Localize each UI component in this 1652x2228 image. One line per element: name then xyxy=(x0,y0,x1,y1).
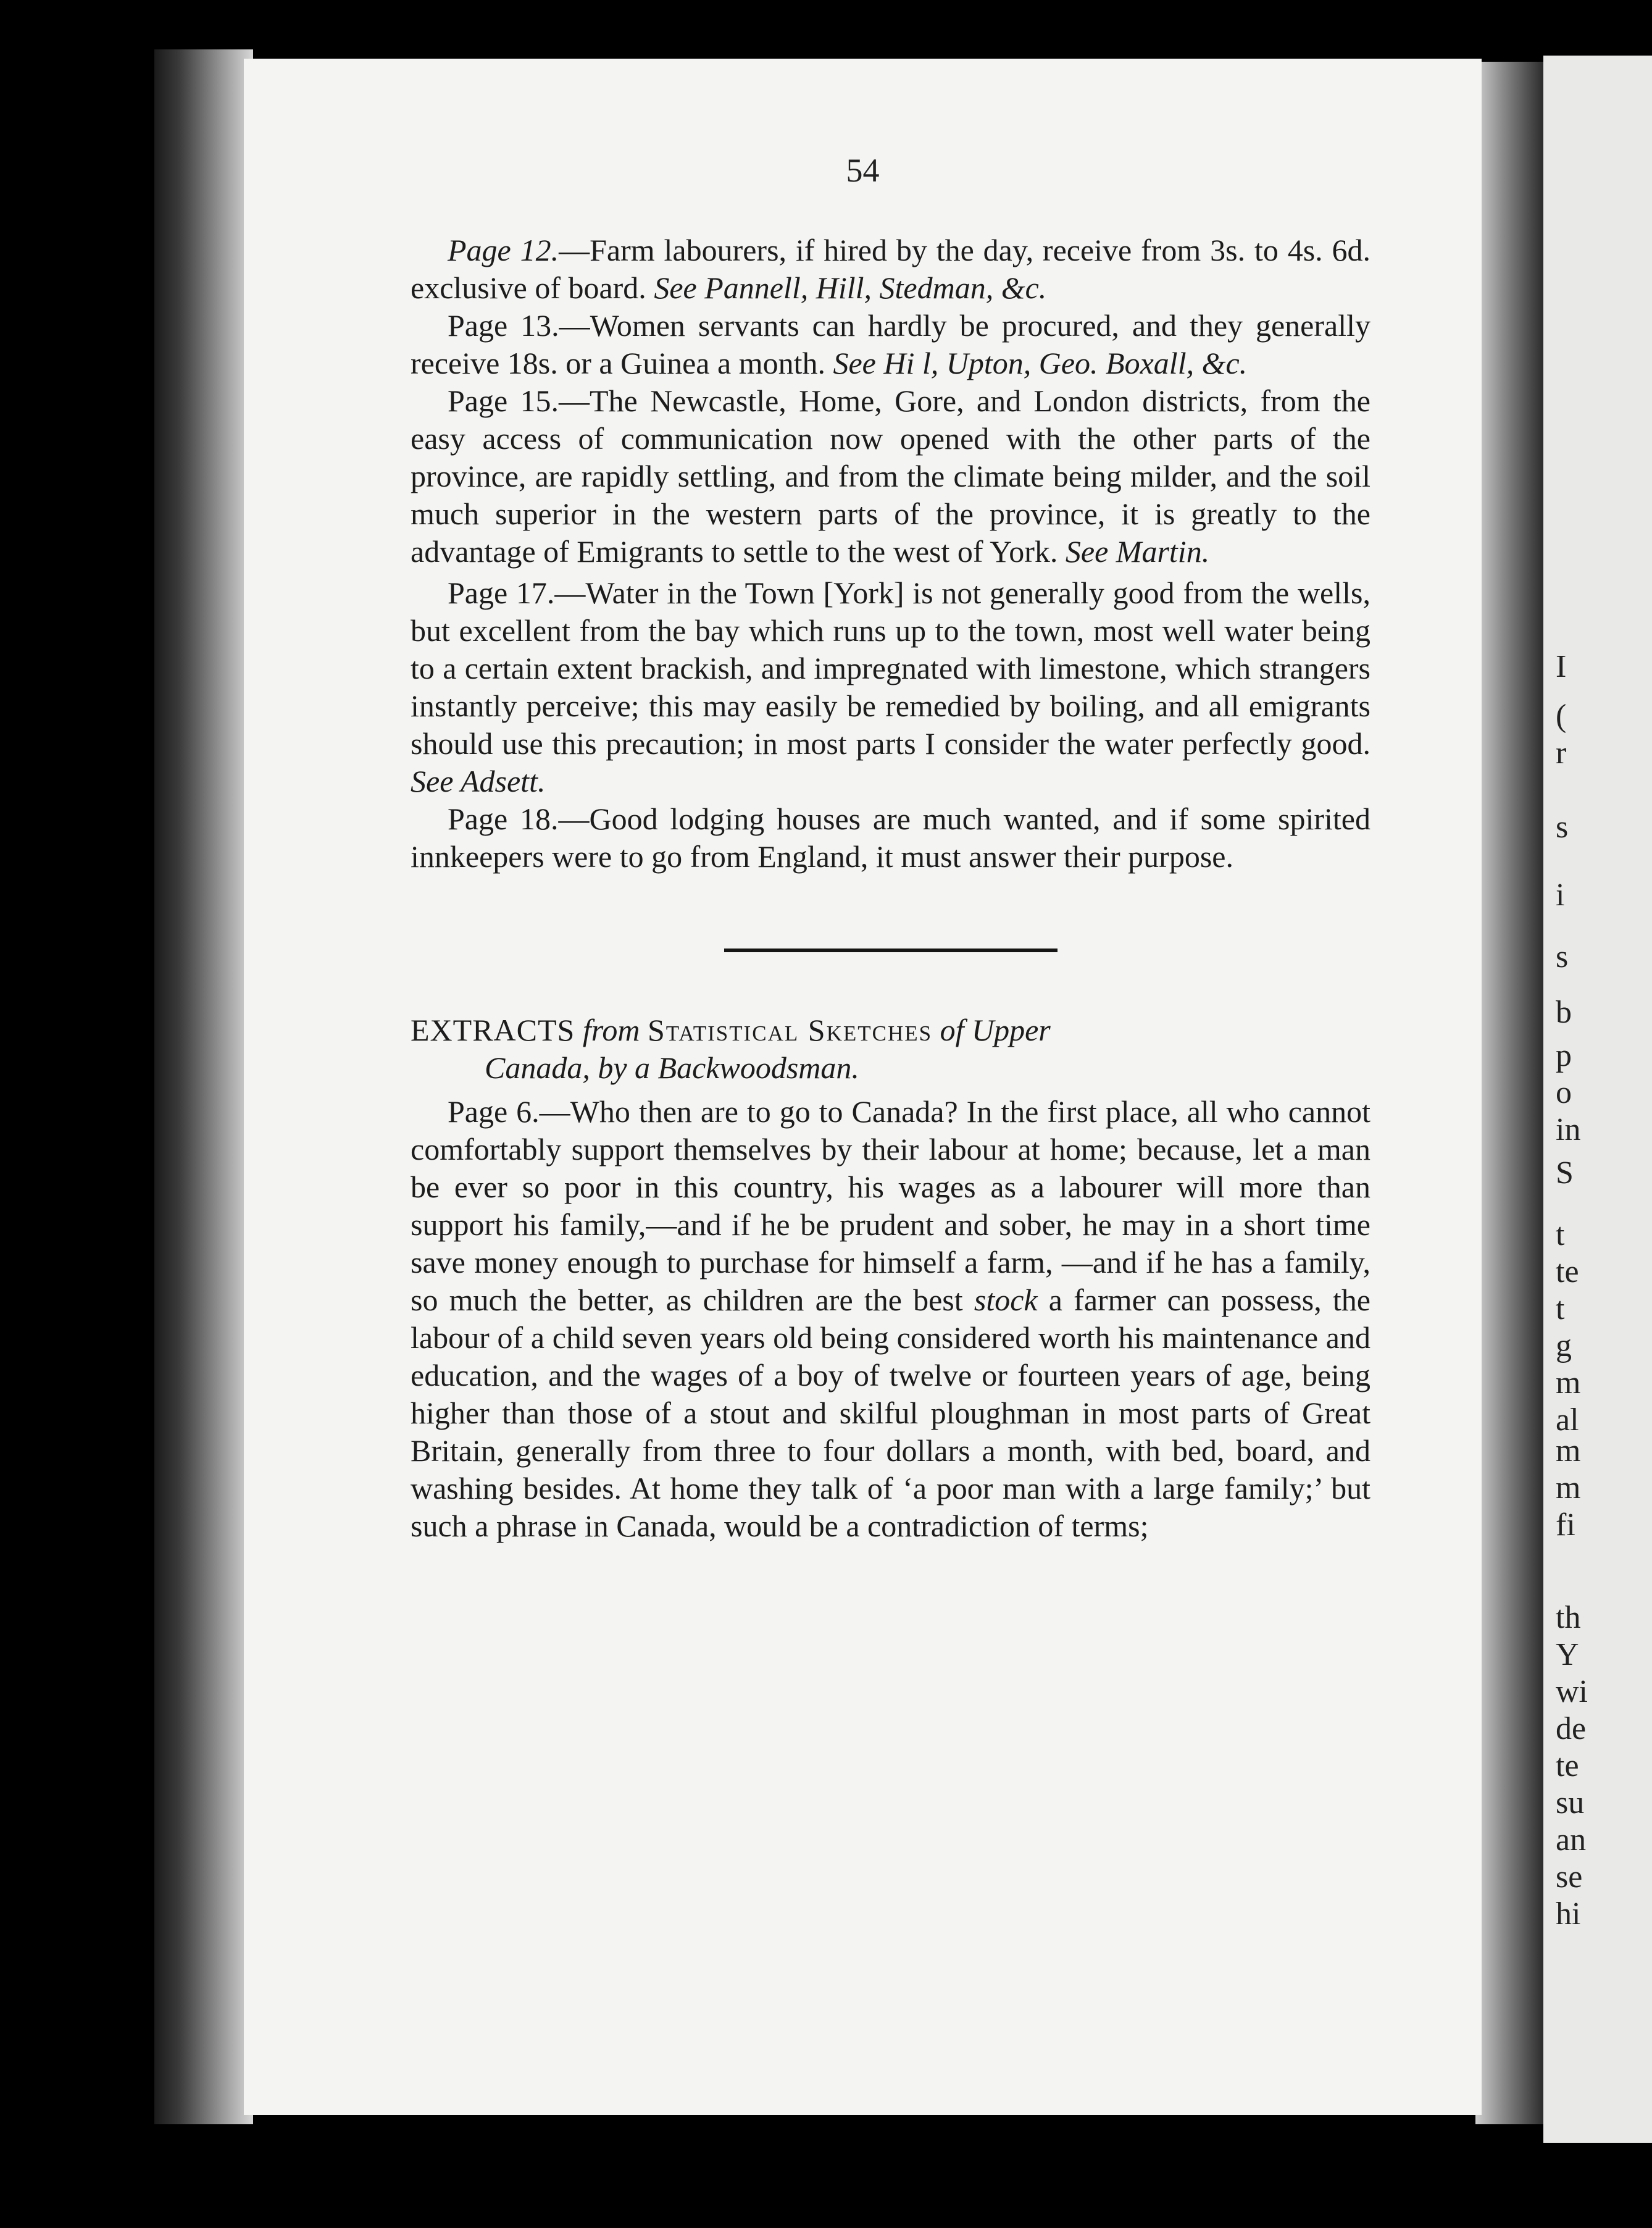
adjacent-page-letter: an xyxy=(1556,1822,1587,1857)
adjacent-page-letter: p xyxy=(1556,1038,1572,1073)
paragraph-text: —Women servants can hardly be procured, and they generally receive 18s. or a Guinea a month. xyxy=(411,308,1370,380)
adjacent-page-letter: s xyxy=(1556,810,1569,845)
paragraph-text: —The Newcastle, Home, Gore, and London districts, from the easy access of communication now opened with the other parts of the province, are rapidly settling, and from the climate being milder, and the soil much superior in the western parts of the province, it is greatly to the advantage of Emigrants to settle to the west of York. xyxy=(411,383,1370,569)
adjacent-page-letter: te xyxy=(1556,1254,1579,1289)
paragraph-reference: See Adsett. xyxy=(411,764,546,798)
paragraph-page-12 xyxy=(411,232,1370,307)
adjacent-page-letter: t xyxy=(1556,1217,1565,1252)
adjacent-page-letter: b xyxy=(1556,995,1572,1030)
adjacent-page-letter: se xyxy=(1556,1859,1583,1895)
paragraph-page-13 xyxy=(411,307,1370,382)
paragraph-text: —Water in the Town [York] is not generally good from the wells, but excellent from the bay which runs up to the town, most well water being to a certain extent brackish, and impregnated with limestone, which strangers instantly perceive; this may easily be remedied by boiling, and all emigrants should use this precaution; in most parts I consider the water perfectly good. xyxy=(411,576,1370,761)
adjacent-page-letter: fi xyxy=(1556,1507,1575,1543)
adjacent-page-letter: te xyxy=(1556,1748,1579,1783)
heading-from: from xyxy=(582,1013,640,1047)
paragraph-text-continued: a farmer can possess, the labour of a child seven years old being considered worth his maintenance and education, and the wages of a boy of twelve or fourteen years of age, being higher than those of a stout and skilful ploughman in most parts of Great Britain, generally from three to four dollars a month, with bed, board, and washing besides. At home they talk of ‘a poor man with a large family;’ but such a phrase in Canada, would be a contradiction of terms; xyxy=(411,1283,1370,1543)
paragraph-page-6 xyxy=(411,1093,1370,1545)
paragraph-page-18 xyxy=(411,800,1370,876)
paragraph-text: —Who then are to go to Canada? In the first place, all who cannot comfortably support themselves by their labour at home; because, let a man be ever so poor in this country, his wages as a labourer will more than support his family,—and if he be prudent and sober, he may in a short time save money enough to purchase for himself a farm, —and if he has a family, so much the better, as children are the best xyxy=(411,1094,1370,1317)
paragraph-page-15 xyxy=(411,382,1370,571)
heading-upper: Upper xyxy=(972,1013,1051,1047)
page-gutter-edge xyxy=(1475,62,1543,2124)
section-divider xyxy=(724,949,1058,952)
paragraph-label: Page 12. xyxy=(448,233,559,267)
adjacent-page-letter: wi xyxy=(1556,1674,1588,1709)
adjacent-page-letter: m xyxy=(1556,1470,1581,1506)
adjacent-page-letter: al xyxy=(1556,1402,1579,1438)
heading-of: of xyxy=(940,1013,964,1047)
adjacent-page-letter: Y xyxy=(1556,1637,1579,1672)
paragraph-label: Page 6. xyxy=(448,1094,540,1129)
paragraph-label: Page 15. xyxy=(448,383,559,418)
paragraph-text: —Good lodging houses are much wanted, and if some spirited innkeepers were to go from England, it must answer their purpose. xyxy=(411,802,1370,874)
adjacent-page-letter: hi xyxy=(1556,1896,1581,1932)
paragraph-reference: See Martin. xyxy=(1065,534,1210,569)
adjacent-page-letter: i xyxy=(1556,877,1565,913)
page-number: 54 xyxy=(846,152,880,189)
paragraph-label: Page 17. xyxy=(448,576,555,610)
page-body xyxy=(411,232,1370,1545)
paragraph-page-17 xyxy=(411,574,1370,800)
adjacent-page-letter: m xyxy=(1556,1365,1581,1401)
book-spine-shadow xyxy=(154,49,253,2124)
paragraph-text: —Farm labourers, if hired by the day, receive from 3s. to 4s. 6d. exclusive of board. xyxy=(411,233,1370,305)
paragraph-label: Page 18. xyxy=(448,802,559,836)
adjacent-page-letter: th xyxy=(1556,1600,1581,1635)
paragraph-reference: See Hi l, Upton, Geo. Boxall, &c. xyxy=(833,346,1248,380)
paragraph-reference: See Pannell, Hill, Stedman, &c. xyxy=(654,270,1047,305)
adjacent-page-fragment xyxy=(1543,56,1652,2143)
adjacent-page-letter: o xyxy=(1556,1075,1572,1110)
heading-title: Statistical Sketches xyxy=(647,1013,933,1047)
adjacent-page-letter: su xyxy=(1556,1785,1585,1820)
book-page xyxy=(244,59,1482,2115)
italic-word-stock: stock xyxy=(974,1283,1038,1317)
adjacent-page-letter: s xyxy=(1556,939,1569,974)
adjacent-page-letter: r xyxy=(1556,735,1567,771)
adjacent-page-letter: m xyxy=(1556,1433,1581,1468)
heading-extracts: EXTRACTS xyxy=(411,1013,575,1047)
adjacent-page-letter: g xyxy=(1556,1328,1572,1363)
adjacent-page-letter: t xyxy=(1556,1291,1565,1326)
extracts-heading xyxy=(411,1011,1370,1087)
heading-subtitle: Canada, by a Backwoodsman. xyxy=(485,1050,859,1085)
paragraph-label: Page 13. xyxy=(448,308,559,343)
adjacent-page-letter: ( xyxy=(1556,698,1567,734)
adjacent-page-letter: S xyxy=(1556,1155,1574,1191)
adjacent-page-letter: de xyxy=(1556,1711,1587,1746)
adjacent-page-letter: I xyxy=(1556,649,1567,684)
adjacent-page-letter: in xyxy=(1556,1112,1581,1147)
